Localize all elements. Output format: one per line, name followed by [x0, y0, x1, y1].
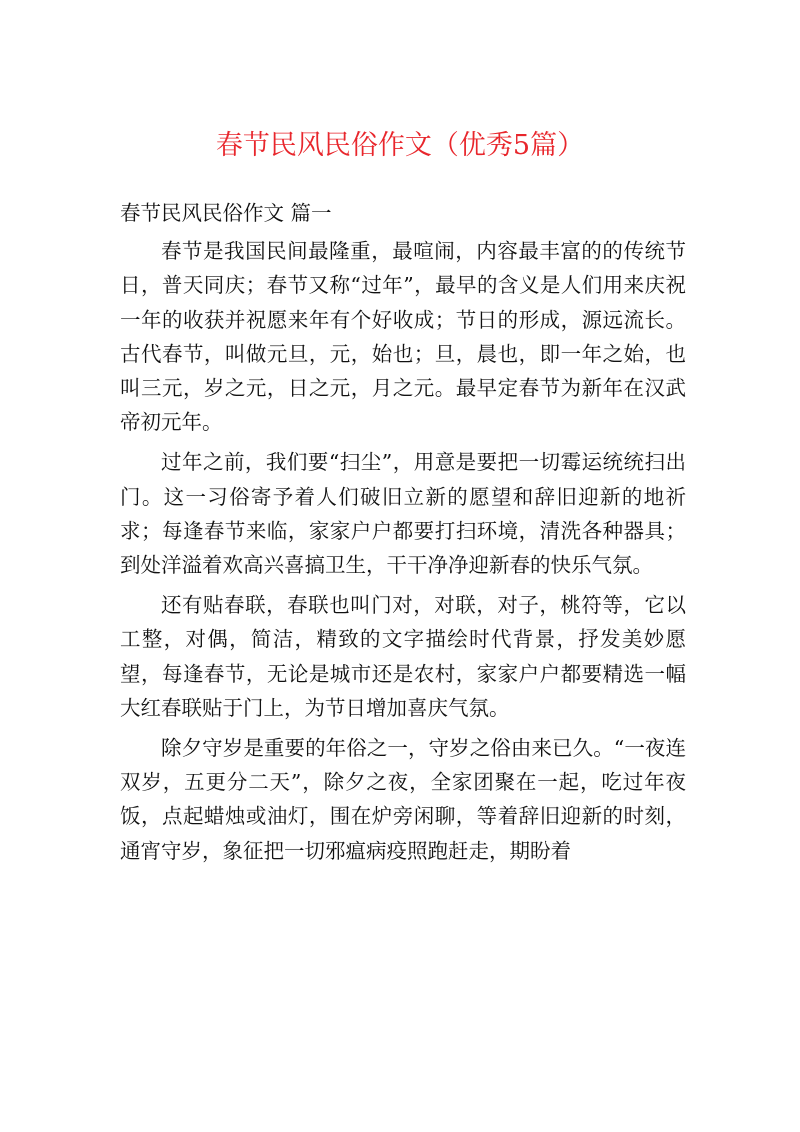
paragraph-4: 除夕守岁是重要的年俗之一，守岁之俗由来已久。“一夜连双岁，五更分二天”，除夕之夜，全家团聚在一起，吃过年夜饭，点起蜡烛或油灯，围在炉旁闲聊，等着辞旧迎新的时刻，通宵守岁，象征把一切邪瘟病疫照跑赶走，期盼着	[120, 736, 686, 863]
document-title: 春节民风民俗作文（优秀5篇）	[215, 130, 585, 161]
section-heading: 春节民风民俗作文 篇一	[120, 201, 332, 225]
document-body	[120, 196, 686, 874]
paragraph-3: 还有贴春联，春联也叫门对，对联，对子，桃符等，它以工整，对偶，简洁，精致的文字描绘时代背景，抒发美妙愿望，每逢春节，无论是城市还是农村，家家户户都要精选一幅大红春联贴于门上，为节日增加喜庆气氛。	[120, 593, 686, 720]
paragraph-1: 春节是我国民间最隆重，最喧闹，内容最丰富的的传统节日，普天同庆；春节又称“过年”，最早的含义是人们用来庆祝一年的收获并祝愿来年有个好收成；节日的形成，源远流长。古代春节，叫做元旦，元，始也；旦，晨也，即一年之始，也叫三元，岁之元，日之元，月之元。最早定春节为新年在汉武帝初元年。	[120, 239, 686, 435]
paragraph-2: 过年之前，我们要“扫尘”，用意是要把一切霉运统统扫出门。这一习俗寄予着人们破旧立新的愿望和辞旧迎新的地祈求；每逢春节来临，家家户户都要打扫环境，清洗各种器具；到处洋溢着欢高兴喜搞卫生，干干净净迎新春的快乐气氛。	[120, 450, 686, 578]
